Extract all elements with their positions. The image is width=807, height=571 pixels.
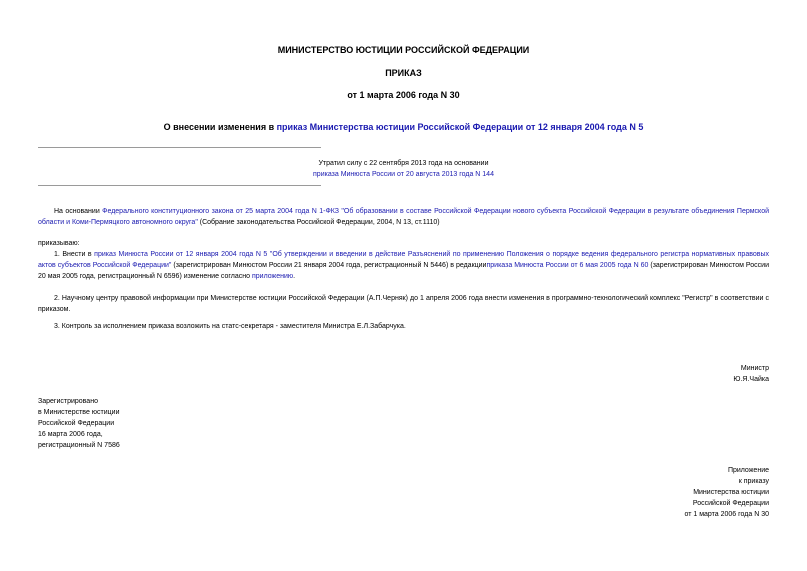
doc-title [0, 122, 807, 132]
item-1-mid: (зарегистрирован Минюстом России 21 января 2004 года, регистрационный N 5446) в редакции [171, 262, 487, 269]
registration-line-5: регистрационный N 7586 [38, 442, 120, 449]
preamble-law-link[interactable]: Федерального конституционного закона от 25 марта 2004 года N 1-ФКЗ "Об образовании в составе Российской Федерации нового субъекта Российской Федерации в результате объединения Пермской области и Коми-Пермяцкого автономного округа" [38, 208, 769, 226]
signature-position: Министр [740, 365, 769, 372]
item-2-paragraph: 2. Научному центру правовой информации при Министерстве юстиции Российской Федерации (А.П.Черняк) до 1 апреля 2006 года внести изменения в программно-технологический комплекс "Регистр" в соответствии с приказом. [38, 295, 769, 313]
preamble-tail: (Собрание законодательства Российской Федерации, 2004, N 13, ст.1110) [197, 219, 440, 226]
item-1-end: . [293, 273, 296, 280]
registration-line-1: Зарегистрировано [38, 398, 98, 405]
registration-line-4: 16 марта 2006 года, [38, 431, 103, 438]
doc-title-prefix: О внесении изменения в [163, 122, 277, 132]
item-1-appendix-link[interactable]: приложению [251, 273, 294, 280]
registration-line-2: в Министерстве юстиции [38, 409, 120, 416]
item-1-order-link[interactable]: приказ Минюста России от 12 января 2004 года N 5 "Об утверждении и введении в действие Разъяснений по применению Положения о порядке ведения федерального регистра нормативных правовых актов субъектов Российской Федерации" [38, 251, 769, 269]
signature-name: Ю.Я.Чайка [733, 376, 769, 383]
order-word: приказываю: [38, 240, 80, 247]
status-bottom-rule [38, 185, 321, 186]
item-3-paragraph: 3. Контроль за исполнением приказа возложить на статс-секретаря - заместителя Министра Е.Л.Забарчука. [54, 323, 406, 330]
appendix-line-2: к приказу [738, 478, 769, 485]
item-1-paragraph [38, 249, 769, 282]
doc-date-number: от 1 марта 2006 года N 30 [347, 90, 460, 100]
appendix-line-5: от 1 марта 2006 года N 30 [684, 511, 769, 518]
appendix-line-1: Приложение [727, 467, 769, 474]
status-line: Утратил силу с 22 сентября 2013 года на основании [318, 160, 489, 167]
doc-type-heading: ПРИКАЗ [385, 68, 422, 78]
item-1-mid2: (зарегистрирован Минюстом России 20 мая 2005 года, регистрационный N 6596) изменение согласно [38, 262, 769, 280]
item-1-prefix: 1. Внести в [54, 251, 95, 258]
status-top-rule [38, 147, 321, 148]
item-1-edition-link[interactable]: приказа Минюста России от 6 мая 2005 года N 60 [486, 262, 649, 269]
ministry-heading: МИНИСТЕРСТВО ЮСТИЦИИ РОССИЙСКОЙ ФЕДЕРАЦИИ [277, 45, 530, 55]
appendix-line-3: Министерства юстиции [693, 489, 769, 496]
preamble-paragraph [38, 206, 769, 228]
preamble-text: На основании [54, 208, 103, 215]
appendix-line-4: Российской Федерации [692, 500, 769, 507]
status-link[interactable]: приказа Минюста России от 20 августа 2013 года N 144 [313, 171, 494, 178]
doc-title-link[interactable]: приказ Министерства юстиции Российской Федерации от 12 января 2004 года N 5 [276, 122, 644, 132]
registration-line-3: Российской Федерации [38, 420, 115, 427]
